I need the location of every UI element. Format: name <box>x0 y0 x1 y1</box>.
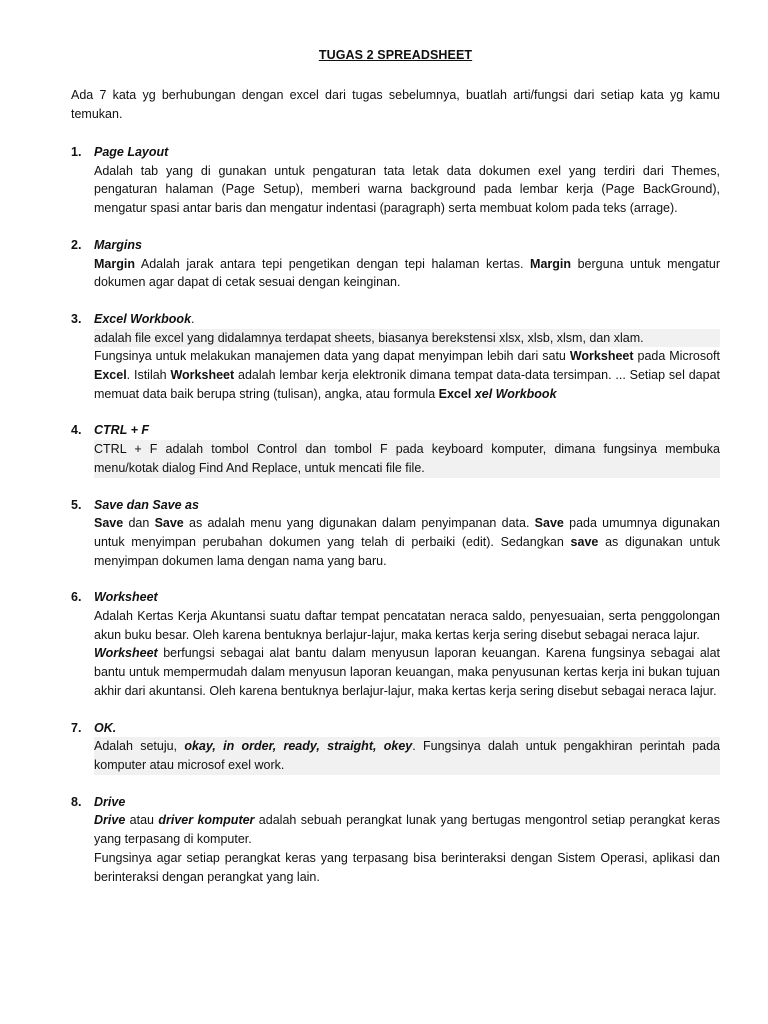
text-run: as digunakan untuk menyimpan dokumen lama dengan nama yang baru. <box>94 534 720 568</box>
item-body-2: Fungsinya agar setiap perangkat keras yang terpasang bisa berinteraksi dengan Sistem Operasi, aplikasi dan berinteraksi dengan perangkat yang lain. <box>94 850 720 884</box>
bold-term: Save <box>534 516 564 531</box>
item-number: 4. <box>71 423 82 438</box>
item-heading: Page Layout <box>94 145 169 159</box>
item-heading: Worksheet <box>94 590 158 605</box>
text-run: pada Microsoft <box>633 349 720 364</box>
item-number: 5. <box>71 497 82 512</box>
item-line-1: adalah file excel yang didalamnya terdapat sheets, biasanya berekstensi xlsx, xlsb, xlsm, dan xlam. <box>94 329 720 348</box>
text-run: berfungsi sebagai alat bantu dalam menyusun laporan keuangan. Karena fungsinya sebagai alat bantu untuk mempermudah dalam menyusun laporan keuangan, maka penyusunan kertas kerja ini bukan tujuan akhir dari akuntansi. Oleh karena bentuknya berlajur-lajur, maka kertas kerja sering disebut sebagai neraca lajur. <box>94 646 720 698</box>
list-item-worksheet <box>71 588 720 700</box>
list-item-ctrl-f <box>71 421 720 477</box>
item-heading: OK. <box>94 720 117 735</box>
item-heading: Save dan Save as <box>94 497 199 512</box>
list-item-drive <box>71 793 720 887</box>
bold-term: Save <box>94 516 124 531</box>
text-run: Adalah jarak antara tepi pengetikan dengan tepi halaman kertas. <box>134 256 531 271</box>
text-run: Adalah setuju, <box>94 739 185 754</box>
bold-term: Save <box>154 516 184 531</box>
item-body <box>94 347 720 403</box>
item-body: Adalah Kertas Kerja Akuntansi suatu daftar tempat pencatatan neraca saldo, penyesuaian, serta penggolongan akun buku besar. Oleh karena bentuknya berlajur-lajur, maka kertas kerja sering disebut sebagai neraca lajur. <box>94 609 720 642</box>
list-item-page-layout <box>71 143 720 218</box>
item-heading: Drive <box>94 794 126 809</box>
bold-term: Margin <box>94 256 135 271</box>
bold-italic-term: driver komputer <box>158 813 255 828</box>
bold-italic-term: xel Workbook <box>471 386 557 401</box>
list-item-save <box>71 496 720 571</box>
item-heading <box>94 310 720 329</box>
text-run: adalah lembar kerja elektronik dimana tempat data-data tersimpan. ... Setiap sel dapat memuat data baik berupa string (tulisan), angka, atau formula <box>94 368 720 401</box>
text-run: Fungsinya untuk melakukan manajemen data yang dapat menyimpan lebih dari satu <box>94 349 570 364</box>
bold-term: save <box>570 534 599 549</box>
document-title: TUGAS 2 SPREADSHEET <box>318 48 473 62</box>
item-body <box>94 811 720 848</box>
bold-term: Worksheet <box>569 349 634 364</box>
heading-suffix: . <box>191 311 195 326</box>
list-item-excel-workbook <box>71 310 720 404</box>
text-run: atau <box>125 813 159 828</box>
text-run: . Fungsinya dalah untuk pengakhiran perintah pada komputer atau microsof exel work. <box>94 739 721 772</box>
intro-paragraph: Ada 7 kata yg berhubungan dengan excel dari tugas sebelumnya, buatlah arti/fungsi dari setiap kata yg kamu temukan. <box>71 88 720 121</box>
text-run: . Istilah <box>126 368 171 383</box>
list-item-margins <box>71 236 720 292</box>
heading-text: Excel Workbook <box>94 311 192 326</box>
text-run: berguna untuk mengatur dokumen agar dapat di cetak sesuai dengan keinginan. <box>94 256 720 290</box>
item-heading: Margins <box>94 237 142 252</box>
item-heading: CTRL + F <box>94 423 149 438</box>
bold-term: Margin <box>530 256 572 271</box>
text-run: pada umumnya digunakan untuk menyimpan perubahan dokumen yang telah di perbaiki (edit). Sedangkan <box>94 516 720 549</box>
item-number: 2. <box>71 237 82 252</box>
bold-term: Excel <box>438 386 472 401</box>
bold-italic-term: okay, in order, ready, straight, okey <box>184 739 413 754</box>
item-body <box>94 255 720 292</box>
bold-italic-term: Drive <box>94 813 126 828</box>
bold-term: Excel <box>94 368 127 383</box>
item-body: CTRL + F adalah tombol Control dan tombol F pada keyboard komputer, dimana fungsinya membuka menu/kotak dialog Find And Replace, untuk mencati file file. <box>94 440 720 477</box>
text-run: dan <box>123 516 155 531</box>
item-number: 1. <box>71 145 82 159</box>
text-run: adalah sebuah perangkat lunak yang bertugas mengontrol setiap perangkat keras yang terpasang di komputer. <box>94 813 721 847</box>
item-number: 3. <box>71 311 82 326</box>
bold-italic-term: Worksheet <box>94 646 158 661</box>
item-body <box>94 737 720 774</box>
item-number: 6. <box>71 590 82 605</box>
list-item-ok <box>71 719 720 775</box>
item-body: Adalah tab yang di gunakan untuk pengaturan tata letak data dokumen exel yang terdiri dari Themes, pengaturan halaman (Page Setup), memberi warna background pada lembar kerja (Page BackGround), mengatur spasi antar baris dan mengatur indentasi (paragraph) serta membuat kolom pada teks (arrage). <box>94 163 720 216</box>
item-number: 7. <box>71 720 82 735</box>
item-number: 8. <box>71 794 82 809</box>
bold-term: Worksheet <box>170 368 235 383</box>
item-body-2 <box>94 644 720 700</box>
text-run: as adalah menu yang digunakan dalam penyimpanan data. <box>183 516 535 531</box>
item-body <box>94 514 720 570</box>
